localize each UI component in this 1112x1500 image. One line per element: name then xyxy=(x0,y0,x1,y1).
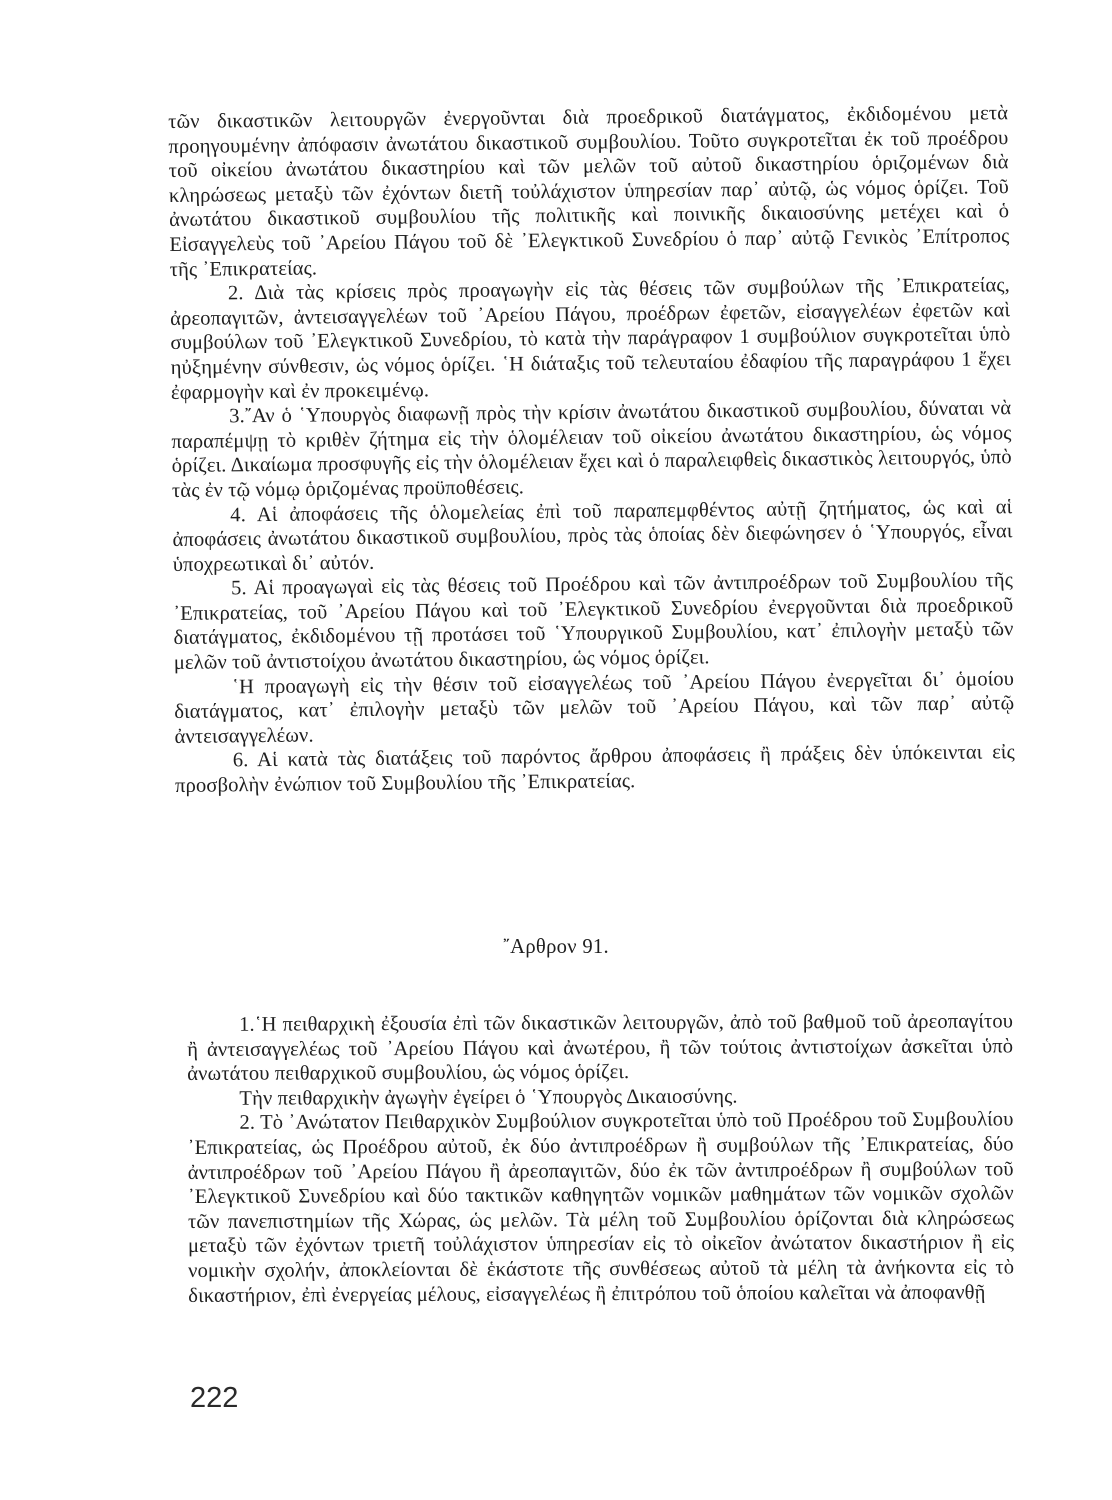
paragraph: 6. Αἱ κατὰ τὰς διατάξεις τοῦ παρόντος ἄρθρου ἀποφάσεις ἢ πράξεις δὲν ὑπόκεινται εἰς προσβολὴν ἐνώπιον τοῦ Συμβουλίου τῆς ᾿Επικρατείας. xyxy=(174,741,1015,797)
paragraph: τῶν δικαστικῶν λειτουργῶν ἐνεργοῦνται διὰ προεδρικοῦ διατάγματος, ἐκδιδομένου μετὰ προηγουμένην ἀπόφασιν ἀνωτάτου δικαστικοῦ συμβουλίου. Τοῦτο συγκροτεῖται ἐκ τοῦ προέδρου τοῦ οἰκείου ἀνωτάτου δικαστηρίου καὶ τῶν μελῶν τοῦ αὐτοῦ δικαστηρίου ὁριζομένων διὰ κληρώσεως μεταξὺ τῶν ἐχόντων διετῆ τοὐλάχιστον ὑπηρεσίαν παρ᾿ αὐτῷ, ὡς νόμος ὁρίζει. Τοῦ ἀνωτάτου δικαστικοῦ συμβουλίου τῆς πολιτικῆς καὶ ποινικῆς δικαιοσύνης μετέχει καὶ ὁ Εἰσαγγελεὺς τοῦ ᾿Αρείου Πάγου τοῦ δὲ ᾿Ελεγκτικοῦ Συνεδρίου ὁ παρ᾿ αὐτῷ Γενικὸς ᾿Επίτροπος τῆς ᾿Επικρατείας. xyxy=(168,102,1010,281)
paragraph: 3.῎Αν ὁ ῾Υπουργὸς διαφωνῇ πρὸς τὴν κρίσιν ἀνωτάτου δικαστικοῦ συμβουλίου, δύναται νὰ παραπέμψῃ τὸ κριθὲν ζήτημα εἰς τὴν ὁλομέλειαν τοῦ οἰκείου ἀνωτάτου δικαστηρίου, ὡς νόμος ὁρίζει. Δικαίωμα προσφυγῆς εἰς τὴν ὁλομέλειαν ἔχει καὶ ὁ παραλειφθεὶς δικαστικὸς λειτουργός, ὑπὸ τὰς ἐν τῷ νόμῳ ὁριζομένας προϋποθέσεις. xyxy=(171,397,1012,502)
paragraph: 2. Διὰ τὰς κρίσεις πρὸς προαγωγὴν εἰς τὰς θέσεις τῶν συμβούλων τῆς ᾿Επικρατείας, ἀρεοπαγιτῶν, ἀντεισαγγελέων τοῦ ᾿Αρείου Πάγου, προέδρων ἐφετῶν, εἰσαγγελέων ἐφετῶν καὶ συμβούλων τοῦ ᾿Ελεγκτικοῦ Συνεδρίου, τὸ κατὰ τὴν παράγραφον 1 συμβούλιον συγκροτεῖται ὑπὸ ηὐξημένην σύνθεσιν, ὡς νόμος ὁρίζει. ῾Η διάταξις τοῦ τελευταίου ἐδαφίου τῆς παραγράφου 1 ἔχει ἐφαρμογὴν καὶ ἐν προκειμένῳ. xyxy=(170,274,1011,404)
page-number: 222 xyxy=(190,1382,239,1414)
paragraph: ῾Η προαγωγὴ εἰς τὴν θέσιν τοῦ εἰσαγγελέως τοῦ ᾿Αρείου Πάγου ἐνεργεῖται δι᾿ ὁμοίου διατάγματος, κατ᾿ ἐπιλογὴν μεταξὺ τῶν μελῶν τοῦ ᾿Αρείου Πάγου, καὶ τῶν παρ᾿ αὐτῷ ἀντεισαγγελέων. xyxy=(174,667,1015,748)
paragraph: 2. Τὸ ᾿Ανώτατον Πειθαρχικὸν Συμβούλιον συγκροτεῖται ὑπὸ τοῦ Προέδρου τοῦ Συμβουλίου ᾿Επικρατείας, ὡς Προέδρου αὐτοῦ, ἐκ δύο ἀντιπροέδρων ἢ συμβούλων τῆς ᾿Επικρατείας, δύο ἀντιπροέδρων τοῦ ᾿Αρείου Πάγου ἢ ἀρεοπαγιτῶν, δύο ἐκ τῶν ἀντιπροέδρων ἢ συμβούλων τοῦ ᾿Ελεγκτικοῦ Συνεδρίου καὶ δύο τακτικῶν καθηγητῶν νομικῶν μαθημάτων τῶν νομικῶν σχολῶν τῶν πανεπιστημίων τῆς Χώρας, ὡς μελῶν. Τὰ μέλη τοῦ Συμβουλίου ὁρίζονται διὰ κληρώσεως μεταξὺ τῶν ἐχόντων τριετῆ τοὐλάχιστον ὑπηρεσίαν εἰς τὸ οἰκεῖον ἀνώτατον δικαστήριον ἢ εἰς νομικὴν σχολήν, ἀποκλείονται δὲ ἑκάστοτε τῆς συνθέσεως αὐτοῦ τὰ μέλη τὰ ἀνήκοντα εἰς τὸ δικαστήριον, ἐπὶ ἐνεργείας μέλους, εἰσαγγελέως ἢ ἐπιτρόπου τοῦ ὁποίου καλεῖται νὰ ἀποφανθῇ xyxy=(187,1108,1015,1307)
article-91-body xyxy=(187,1009,1014,1308)
paragraph: 4. Αἱ ἀποφάσεις τῆς ὁλομελείας ἐπὶ τοῦ παραπεμφθέντος αὐτῇ ζητήματος, ὡς καὶ αἱ ἀποφάσεις ἀνωτάτου δικαστικοῦ συμβουλίου, πρὸς τὰς ὁποίας δὲν διεφώνησεν ὁ ῾Υπουργός, εἶναι ὑποχρεωτικαὶ δι᾿ αὐτόν. xyxy=(172,495,1013,576)
paragraph: 1.῾Η πειθαρχικὴ ἐξουσία ἐπὶ τῶν δικαστικῶν λειτουργῶν, ἀπὸ τοῦ βαθμοῦ τοῦ ἀρεοπαγίτου ἢ ἀντεισαγγελέως τοῦ ᾿Αρείου Πάγου καὶ ἀνωτέρου, ἢ τῶν τούτοις ἀντιστοίχων ἀσκεῖται ὑπὸ ἀνωτάτου πειθαρχικοῦ συμβουλίου, ὡς νόμος ὁρίζει. xyxy=(187,1010,1014,1086)
article-heading: ῎Αρθρον 91. xyxy=(503,936,609,958)
paragraph: 5. Αἱ προαγωγαὶ εἰς τὰς θέσεις τοῦ Προέδρου καὶ τῶν ἀντιπροέδρων τοῦ Συμβουλίου τῆς ᾿Επικρατείας, τοῦ ᾿Αρείου Πάγου καὶ τοῦ ᾿Ελεγκτικοῦ Συνεδρίου ἐνεργοῦνται διὰ προεδρικοῦ διατάγματος, ἐκδιδομένου τῇ προτάσει τοῦ ῾Υπουργικοῦ Συμβουλίου, κατ᾿ ἐπιλογὴν μεταξὺ τῶν μελῶν τοῦ ἀντιστοίχου ἀνωτάτου δικαστηρίου, ὡς νόμος ὁρίζει. xyxy=(173,569,1014,675)
paragraph: Τὴν πειθαρχικὴν ἀγωγὴν ἐγείρει ὁ ῾Υπουργὸς Δικαιοσύνης. xyxy=(239,1085,738,1110)
article-90-continuation xyxy=(168,101,1015,798)
